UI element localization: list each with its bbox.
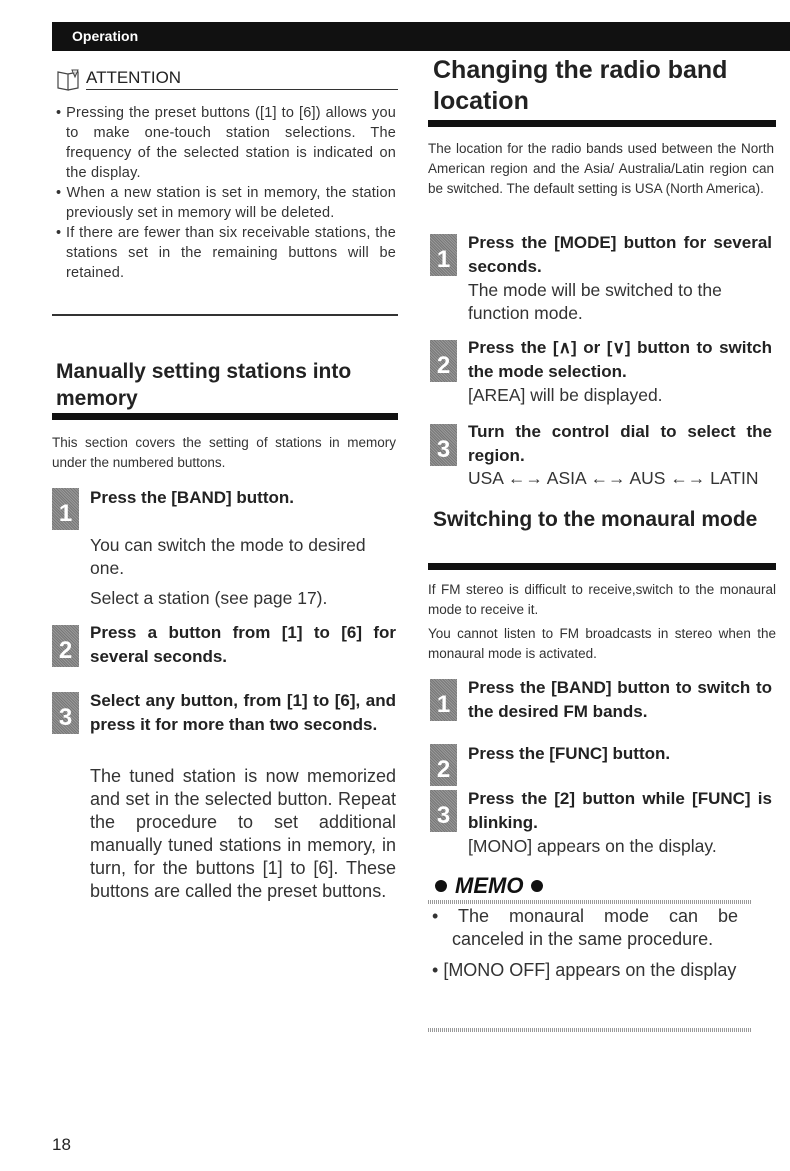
step-number-badge: 1: [430, 679, 457, 721]
step-number-badge: 2: [430, 744, 457, 786]
mono-intro: You cannot listen to FM broadcasts in stereo when the monaural mode is activated.: [428, 626, 776, 661]
step-number-badge: 2: [430, 340, 457, 382]
step-title: Press the [MODE] button for several seconds.: [468, 233, 772, 276]
step-number-badge: 3: [52, 692, 79, 734]
step-body: [AREA] will be displayed.: [468, 385, 663, 405]
page-number: 18: [52, 1135, 71, 1154]
memo-item: • [MONO OFF] appears on the display: [432, 959, 738, 982]
title-rule: [428, 563, 776, 570]
memo-item: • The monaural mode can be canceled in the same procedure.: [432, 905, 738, 951]
step-title: Press the [2] button while [FUNC] is blinking.: [468, 789, 772, 832]
attention-item: • If there are fewer than six receivable stations, the stations set in the remaining buttons will be retained.: [56, 223, 396, 283]
step-body: Select a station (see page 17).: [90, 588, 328, 608]
manual-intro: This section covers the setting of stations in memory under the numbered buttons.: [52, 435, 396, 470]
step-title: Press the [∧] or [∨] button to switch the mode selection.: [468, 338, 772, 381]
memo-rule-bottom: [428, 1028, 752, 1032]
step-number-badge: 3: [430, 424, 457, 466]
attention-book-icon: [56, 68, 82, 92]
divider: [52, 314, 398, 316]
step-number-badge: 1: [52, 488, 79, 530]
title-rule: [52, 413, 398, 420]
bullet-dot-icon: [435, 880, 447, 892]
title-rule: [428, 120, 776, 127]
region-cycle: USA ←→ ASIA ←→ AUS ←→ LATIN: [468, 468, 759, 488]
step-body: The mode will be switched to the function mode.: [468, 280, 722, 323]
step-number-badge: 1: [430, 234, 457, 276]
step-number-badge: 2: [52, 625, 79, 667]
band-intro: The location for the radio bands used between the North American region and the Asia/ Australia/Latin region can be switched. The default setting is USA (North America).: [428, 141, 774, 196]
attention-item: • Pressing the preset buttons ([1] to [6]) allows you to make one-touch station selections. The frequency of the selected station is indicated on the display.: [56, 103, 396, 183]
step-title: Press a button from [1] to [6] for several seconds.: [90, 623, 396, 666]
section-label: Operation: [72, 28, 139, 44]
section-title-band: Changing the radio band location: [433, 56, 728, 115]
svg-text:!: !: [74, 72, 76, 78]
mono-intro: If FM stereo is difficult to receive,switch to the monaural mode to receive it.: [428, 582, 776, 617]
step-title: Press the [BAND] button to switch to the desired FM bands.: [468, 678, 772, 721]
section-title-mono: Switching to the monaural mode: [433, 508, 758, 531]
memo-list: [432, 905, 738, 990]
attention-title: ATTENTION: [86, 68, 182, 87]
step-title: Press the [FUNC] button.: [468, 744, 671, 763]
memo-rule-top: [428, 900, 752, 904]
step-body: The tuned station is now memorized and set in the selected button. Repeat the procedure to set additional manually tuned stations in memory, in turn, for the buttons [1] to [6]. These buttons are called the preset buttons.: [90, 766, 396, 901]
memo-heading: [435, 873, 543, 899]
attention-list: [56, 103, 396, 283]
step-title: Select any button, from [1] to [6], and press it for more than two seconds.: [90, 691, 396, 734]
section-title-manual: Manually setting stations into memory: [56, 360, 352, 410]
step-body: You can switch the mode to desired one.: [90, 535, 366, 578]
attention-rule: [86, 89, 398, 90]
memo-title: MEMO: [455, 873, 524, 898]
step-number-badge: 3: [430, 790, 457, 832]
step-title: Turn the control dial to select the region.: [468, 422, 772, 465]
section-header-bar: [52, 22, 790, 51]
step-body: [MONO] appears on the display.: [468, 836, 717, 856]
step-title: Press the [BAND] button.: [90, 488, 294, 507]
bullet-dot-icon: [531, 880, 543, 892]
attention-item: • When a new station is set in memory, the station previously set in memory will be deleted.: [56, 183, 396, 223]
